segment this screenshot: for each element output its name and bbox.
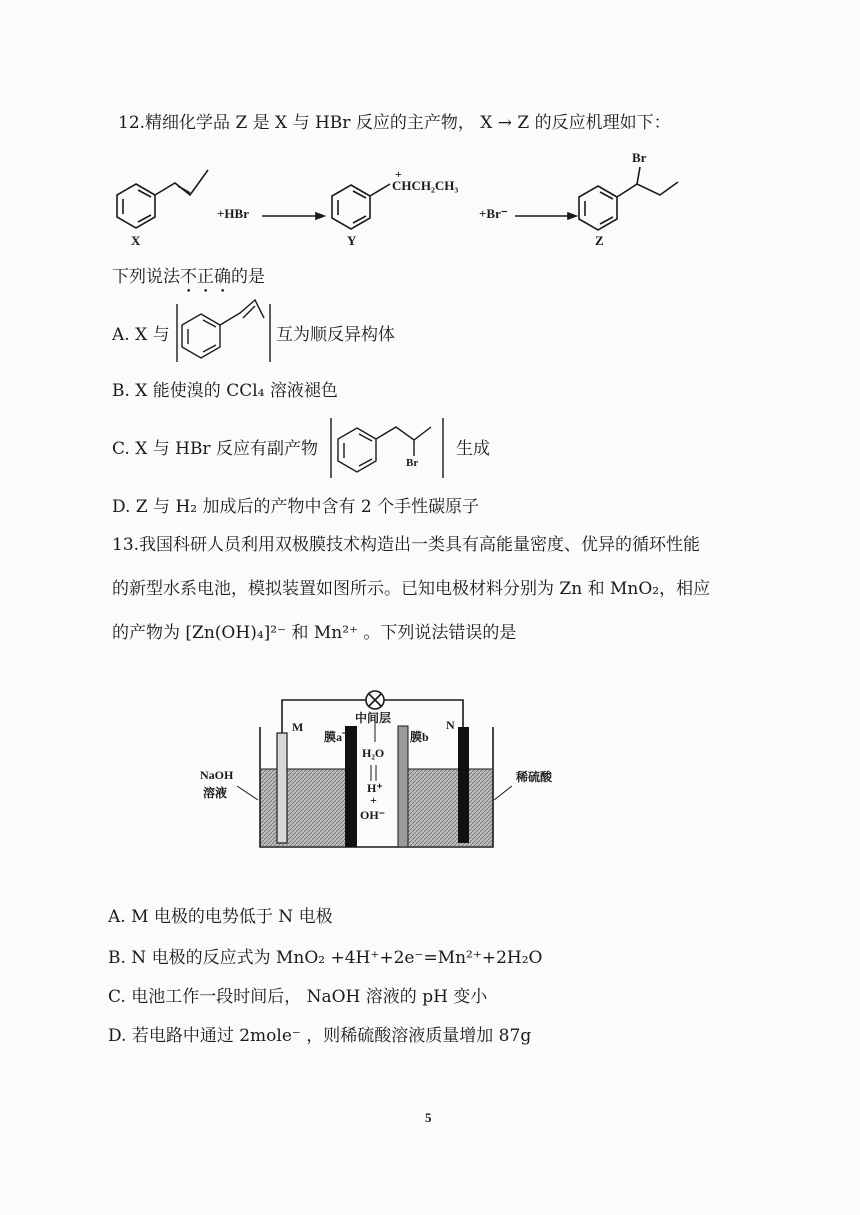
cation-chain: CHCH₂CH₃ — [392, 178, 459, 193]
electrode-n — [458, 727, 469, 843]
membrane-b-label: 膜b — [410, 730, 429, 744]
q13-stem-line2: 的新型水系电池，模拟装置如图所示。已知电极材料分别为 Zn 和 MnO₂，相应 — [112, 579, 711, 599]
oh-ion-label: OH⁻ — [360, 808, 386, 822]
q12-option-b: B. X 能使溴的 CCl₄ 溶液褪色 — [112, 381, 338, 401]
label-y: Y — [347, 233, 357, 248]
q13-option-b: B. N 电极的反应式为 MnO₂ +4H⁺+2e⁻=Mn²⁺+2H₂O — [108, 948, 543, 968]
q13-option-d: D. 若电路中通过 2mole⁻ ，则稀硫酸溶液质量增加 87g — [108, 1026, 532, 1046]
membrane-a — [345, 726, 357, 847]
reagent-hbr: +HBr — [217, 206, 249, 221]
q12-option-a: A. X 与 — [112, 325, 170, 345]
reagent-br: +Br⁻ — [479, 206, 508, 221]
electrode-m-label: M — [292, 720, 304, 734]
middle-layer-label: 中间层 — [355, 711, 392, 725]
q12-option-a-tail: 互为顺反异构体 — [276, 325, 395, 345]
cation-plus: + — [395, 167, 402, 181]
electrode-m — [277, 733, 287, 843]
label-z: Z — [595, 233, 604, 248]
electrode-n-label: N — [446, 718, 455, 732]
label-x: X — [131, 233, 141, 248]
q13-option-a: A. M 电极的电势低于 N 电极 — [108, 907, 333, 927]
q13-option-c: C. 电池工作一段时间后， NaOH 溶液的 pH 变小 — [108, 987, 488, 1007]
q13-stem-line3: 的产物为 [Zn(OH)₄]²⁻ 和 Mn²⁺ 。下列说法错误的是 — [112, 623, 517, 643]
side-product-br: Br — [406, 457, 419, 469]
q12-option-c-tail: 生成 — [456, 439, 490, 459]
water-label: H₂O — [362, 746, 385, 760]
h-ion-label: H⁺ — [367, 781, 383, 795]
membrane-b — [398, 726, 408, 847]
q12-option-d: D. Z 与 H₂ 加成后的产物中含有 2 个手性碳原子 — [112, 497, 480, 517]
page-number: 5 — [425, 1110, 432, 1125]
naoh-solution-label: 溶液 — [203, 786, 228, 800]
q13-stem-line1: 13.我国科研人员利用双极膜技术构造出一类具有高能量密度、优异的循环性能 — [112, 535, 701, 555]
q12-option-c: C. X 与 HBr 反应有副产物 — [112, 439, 318, 459]
q12-prompt: 下列说法不正确的是 — [112, 267, 265, 287]
plus-sign: + — [370, 793, 377, 807]
naoh-label: NaOH — [200, 768, 234, 782]
q12-stem: 12.精细化学品 Z 是 X 与 HBr 反应的主产物， X → Z 的反应机理如下： — [118, 113, 671, 133]
br-substituent: Br — [632, 150, 647, 165]
membrane-a-label: 膜a — [324, 730, 343, 744]
dilute-sulfuric-acid-label: 稀硫酸 — [516, 770, 553, 784]
